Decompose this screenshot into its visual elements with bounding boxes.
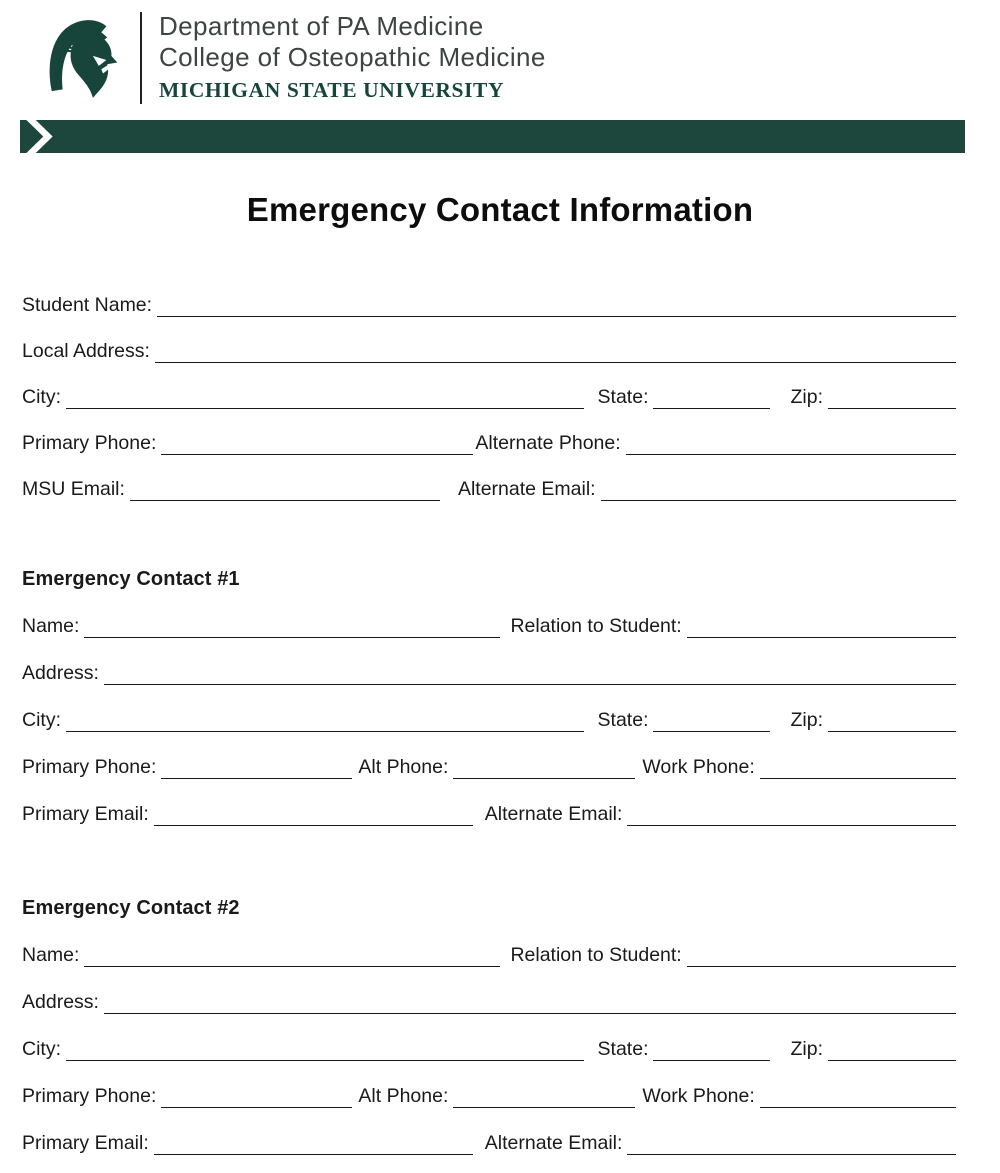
zip-label: Zip: — [790, 386, 823, 408]
address-label: Address: — [22, 991, 99, 1013]
city-label: City: — [22, 709, 61, 731]
contact2-heading: Emergency Contact #2 — [22, 897, 240, 919]
ec1-address-input[interactable] — [104, 672, 956, 685]
ec2-work-phone-input[interactable] — [760, 1095, 956, 1108]
form-row — [22, 1014, 956, 1061]
student-name-input[interactable] — [157, 304, 956, 317]
ec2-primary-phone-input[interactable] — [161, 1095, 352, 1108]
green-banner-bar — [20, 120, 965, 153]
name-label: Name: — [22, 615, 80, 637]
ec2-city-input[interactable] — [66, 1048, 584, 1061]
form-row — [22, 638, 956, 685]
student-alternate-phone-input[interactable] — [626, 442, 956, 455]
primary-email-label: Primary Email: — [22, 1132, 149, 1154]
state-label: State: — [597, 386, 649, 408]
ec2-name-input[interactable] — [84, 954, 500, 967]
ec1-primary-email-input[interactable] — [154, 813, 473, 826]
primary-phone-label: Primary Phone: — [22, 1085, 157, 1107]
ec2-address-input[interactable] — [104, 1001, 956, 1014]
primary-email-label: Primary Email: — [22, 803, 149, 825]
form-row — [22, 455, 956, 501]
work-phone-label: Work Phone: — [642, 1085, 755, 1107]
relation-to-student-label: Relation to Student: — [510, 944, 682, 966]
student-primary-phone-input[interactable] — [161, 442, 473, 455]
relation-to-student-label: Relation to Student: — [510, 615, 682, 637]
alt-phone-label: Alt Phone: — [358, 1085, 449, 1107]
department-line-1: Department of PA Medicine — [159, 11, 484, 41]
primary-phone-label: Primary Phone: — [22, 432, 157, 454]
brand-text — [159, 10, 546, 103]
student-msu-email-input[interactable] — [130, 488, 440, 501]
ec1-work-phone-input[interactable] — [760, 766, 956, 779]
form-row — [22, 779, 956, 826]
ec2-primary-email-input[interactable] — [154, 1142, 473, 1155]
ec1-primary-phone-input[interactable] — [161, 766, 352, 779]
form-row — [22, 967, 956, 1014]
form-row — [22, 920, 956, 967]
name-label: Name: — [22, 944, 80, 966]
form-row — [22, 317, 956, 363]
student-zip-input[interactable] — [828, 396, 956, 409]
ec1-alternate-email-input[interactable] — [627, 813, 956, 826]
local-address-label: Local Address: — [22, 340, 150, 362]
zip-label: Zip: — [790, 1038, 823, 1060]
alternate-email-label: Alternate Email: — [484, 803, 623, 825]
city-label: City: — [22, 1038, 61, 1060]
student-name-label: Student Name: — [22, 294, 153, 316]
form-row — [22, 409, 956, 455]
form-row — [22, 685, 956, 732]
ec1-state-input[interactable] — [653, 719, 770, 732]
brand-header — [0, 0, 1000, 110]
zip-label: Zip: — [790, 709, 823, 731]
student-section — [22, 271, 956, 501]
ec1-city-input[interactable] — [66, 719, 584, 732]
form-row — [22, 732, 956, 779]
ec1-name-input[interactable] — [84, 625, 500, 638]
ec2-zip-input[interactable] — [828, 1048, 956, 1061]
msu-email-label: MSU Email: — [22, 478, 125, 500]
student-state-input[interactable] — [653, 396, 770, 409]
state-label: State: — [597, 1038, 649, 1060]
emergency-contact-form — [22, 271, 956, 1155]
contact1-heading: Emergency Contact #1 — [22, 568, 240, 590]
ec2-state-input[interactable] — [653, 1048, 770, 1061]
form-row — [22, 271, 956, 317]
work-phone-label: Work Phone: — [642, 756, 755, 778]
student-local-address-input[interactable] — [155, 350, 956, 363]
student-alternate-email-input[interactable] — [601, 488, 956, 501]
university-wordmark: MICHIGAN STATE UNIVERSITY — [159, 78, 505, 102]
ec2-alt-phone-input[interactable] — [453, 1095, 635, 1108]
form-row — [22, 591, 956, 638]
department-line-2: College of Osteopathic Medicine — [159, 42, 546, 72]
alternate-phone-label: Alternate Phone: — [475, 432, 621, 454]
form-row — [22, 1108, 956, 1155]
alternate-email-label: Alternate Email: — [457, 478, 596, 500]
alternate-email-label: Alternate Email: — [484, 1132, 623, 1154]
address-label: Address: — [22, 662, 99, 684]
ec2-relation-input[interactable] — [687, 954, 956, 967]
state-label: State: — [597, 709, 649, 731]
emergency-contact-1-section — [22, 545, 956, 826]
city-label: City: — [22, 386, 61, 408]
form-row — [22, 1061, 956, 1108]
student-city-input[interactable] — [66, 396, 584, 409]
ec1-zip-input[interactable] — [828, 719, 956, 732]
header-divider — [140, 12, 142, 104]
ec1-alt-phone-input[interactable] — [453, 766, 635, 779]
page-title: Emergency Contact Information — [246, 191, 754, 228]
primary-phone-label: Primary Phone: — [22, 756, 157, 778]
alt-phone-label: Alt Phone: — [358, 756, 449, 778]
ec1-relation-input[interactable] — [687, 625, 956, 638]
msu-spartan-helmet-logo — [40, 10, 124, 105]
chevron-right-icon — [22, 120, 68, 153]
form-row — [22, 363, 956, 409]
ec2-alternate-email-input[interactable] — [627, 1142, 956, 1155]
emergency-contact-2-section — [22, 874, 956, 1155]
